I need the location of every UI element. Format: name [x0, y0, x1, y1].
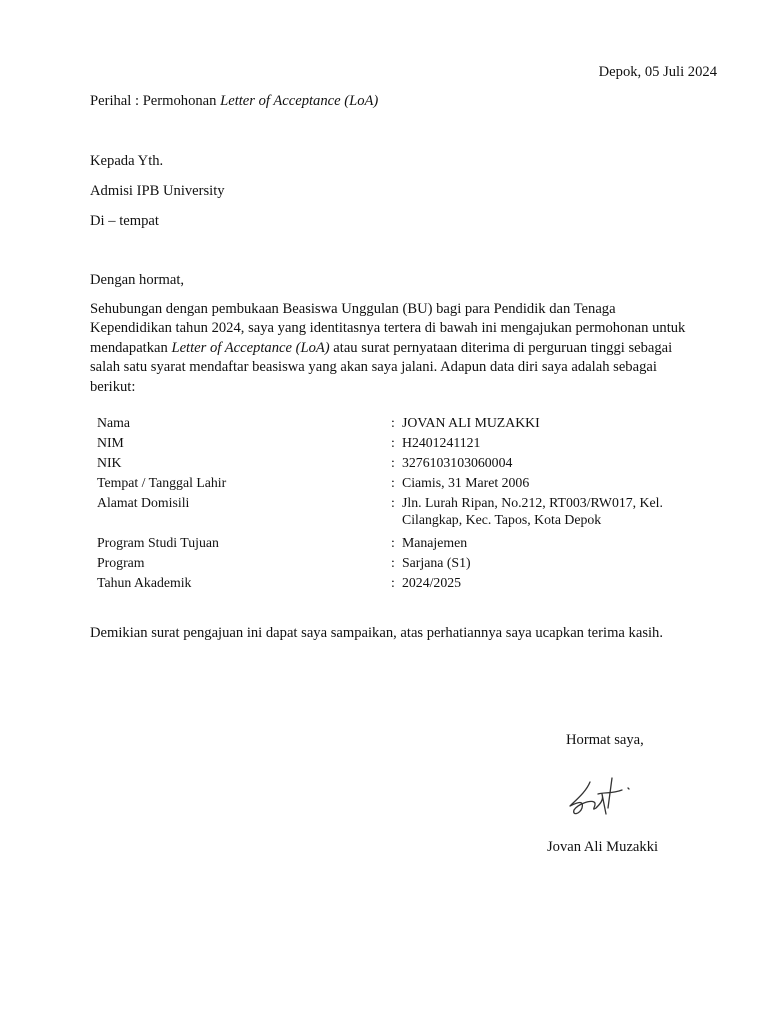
- subject-line: [90, 92, 378, 110]
- body-part-1: Sehubungan dengan pembukaan Beasiswa Unggulan (BU) bagi para Pendidik dan Tenaga Kependidikan tahun 2024, saya yang identitasnya tertera di bawah ini mengajukan permohonan untuk mendapatkan: [90, 301, 686, 356]
- recipient-line-2: Admisi IPB University: [90, 183, 225, 199]
- field-value: 3276103103060004: [402, 455, 513, 470]
- field-label: NIK: [97, 455, 122, 470]
- valediction: Hormat saya,: [566, 732, 644, 748]
- field-label: Tempat / Tanggal Lahir: [97, 475, 227, 490]
- field-row-tahun: [97, 573, 697, 593]
- field-row-nik: [97, 453, 697, 473]
- field-row-prodi: [97, 533, 697, 553]
- field-row-nim: [97, 433, 697, 453]
- field-value: H2401241121: [402, 435, 481, 450]
- field-row-program: [97, 553, 697, 573]
- field-separator: :: [391, 455, 395, 470]
- field-value: Sarjana (S1): [402, 555, 471, 570]
- field-row-nama: [97, 413, 697, 433]
- field-separator: :: [391, 475, 395, 490]
- field-separator: :: [391, 495, 395, 510]
- field-value: JOVAN ALI MUZAKKI: [402, 415, 540, 430]
- field-value: Jln. Lurah Ripan, No.212, RT003/RW017, Kel. Cilangkap, Kec. Tapos, Kota Depok: [402, 495, 663, 527]
- body-part-2: atau surat pernyataan diterima di perguruan tinggi sebagai salah satu syarat mendaftar beasiswa yang akan saya jalani. Adapun data diri saya adalah sebagai berikut:: [90, 339, 673, 395]
- place-date: Depok, 05 Juli 2024: [598, 64, 717, 80]
- body-italic: Letter of Acceptance (LoA): [171, 339, 330, 356]
- field-separator: :: [391, 555, 395, 570]
- field-separator: :: [391, 415, 395, 430]
- subject-italic: Letter of Acceptance (LoA): [220, 93, 379, 109]
- signature-image: [560, 764, 640, 824]
- body-paragraph: [90, 300, 690, 397]
- signer-name: Jovan Ali Muzakki: [547, 839, 659, 855]
- field-value: 2024/2025: [402, 575, 462, 590]
- field-label: NIM: [97, 435, 124, 450]
- salutation: Dengan hormat,: [90, 272, 185, 288]
- field-label: Program: [97, 555, 145, 570]
- field-label: Nama: [97, 415, 130, 430]
- field-value: Manajemen: [402, 535, 468, 550]
- field-label: Program Studi Tujuan: [97, 535, 219, 550]
- field-row-ttl: [97, 473, 697, 493]
- field-row-alamat: [97, 493, 697, 533]
- field-separator: :: [391, 535, 395, 550]
- closing-paragraph: Demikian surat pengajuan ini dapat saya sampaikan, atas perhatiannya saya ucapkan terima kasih.: [90, 625, 663, 641]
- subject-prefix: Perihal : Permohonan: [90, 93, 221, 109]
- field-separator: :: [391, 575, 395, 590]
- recipient-line-3: Di – tempat: [90, 213, 159, 229]
- field-label: Tahun Akademik: [97, 575, 192, 590]
- field-value: Ciamis, 31 Maret 2006: [402, 475, 530, 490]
- recipient-line-1: Kepada Yth.: [90, 153, 164, 169]
- field-label: Alamat Domisili: [97, 495, 190, 510]
- field-separator: :: [391, 435, 395, 450]
